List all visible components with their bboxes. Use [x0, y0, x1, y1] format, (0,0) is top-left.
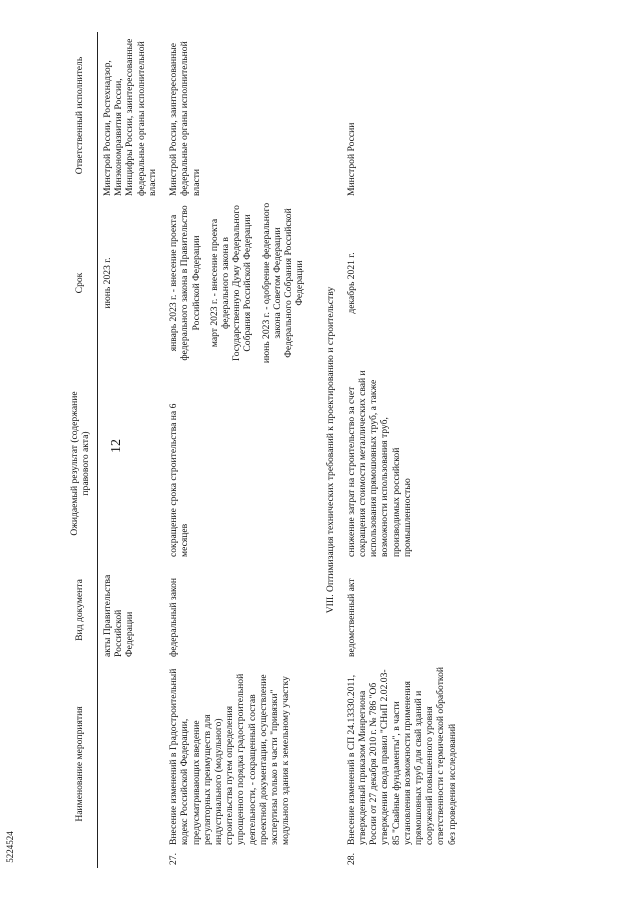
prev-doc-type: акты Правительства Российской Федерации	[102, 574, 136, 657]
header-executor: Ответственный исполнитель	[63, 32, 98, 199]
table-header-row	[63, 32, 98, 868]
section-heading-row	[319, 32, 342, 868]
doc-type: ведомственный акт	[345, 578, 357, 657]
prev-executor: Минстрой России, Ростехнадзор, Минэкономразвития России, Минцифры России, заинтересованные федеральные органы исполнительной власти	[102, 38, 158, 196]
doc-type: федеральный закон	[168, 577, 180, 657]
term-step-3: июнь 2023 г. - одобрение федерального закона Советом Федерации Федерального Собрания Российской Федерации	[260, 202, 306, 364]
document-stamp: 5224524	[4, 831, 15, 863]
row-number: 27.	[168, 853, 180, 865]
term: декабрь 2021 г.	[345, 252, 357, 314]
term-step-2: март 2023 г. - внесение проекта федерального закона в Государственную Думу Федерального Собрания Российской Федерации	[208, 205, 254, 361]
row-number: 28.	[345, 853, 357, 865]
header-name: Наименование мероприятия	[63, 660, 98, 868]
header-term: Срок	[63, 199, 98, 367]
executor: Минстрой России, заинтересованные федеральные органы исполнительной власти	[168, 41, 202, 196]
header-doc-type: Вид документа	[63, 560, 98, 660]
table-row-27	[164, 32, 318, 868]
measure-name: Внесение изменений в Градостроительный кодекс Российской Федерации, предусматривающих введение регуляторных преимуществ для индустриального (модульного) строительства путем определения упрощенного порядка градостроительной деятельности, - сокращенный состав проектной документации, осуществление экспертизы только в части "привязки" модульного здания к земельному участку	[168, 668, 292, 845]
section-title: VIII. Оптимизация технических требований к проектированию и строительству	[324, 286, 336, 614]
table-row-28	[342, 32, 464, 868]
measure-name: Внесение изменений в СП 24.13330.2011, утвержденный приказом Минрегиона России от 27 декабря 2010 г. № 786 "Об утверждении свода правил "СНиП 2.02.03-85 "Свайные фундаменты", в части установления возможности применения прямошовных труб для свай зданий и сооружений повышенного уровня ответственности с термической обработкой без проведения исследований	[345, 666, 458, 845]
table-row-continued	[98, 32, 165, 868]
page-number: 12	[109, 439, 124, 453]
term-step-1: январь 2023 г. - внесение проекта федерального закона в Правительство Российской Федерации	[168, 205, 202, 361]
term-cell	[164, 199, 318, 367]
expected-result: снижение затрат на строительство за счет сокращения стоимости металлических свай и использования прямошовных труб, а также возможности использования труб, производимых российской промышленностью	[345, 370, 413, 557]
prev-term: июнь 2023 г.	[102, 257, 113, 309]
header-result: Ожидаемый результат (содержание правового акта)	[63, 367, 98, 560]
measures-table	[63, 32, 464, 868]
executor: Минстрой России	[345, 122, 357, 196]
expected-result: сокращение срока строительства на 6 месяцев	[168, 403, 191, 557]
rotated-table-area	[63, 32, 583, 868]
